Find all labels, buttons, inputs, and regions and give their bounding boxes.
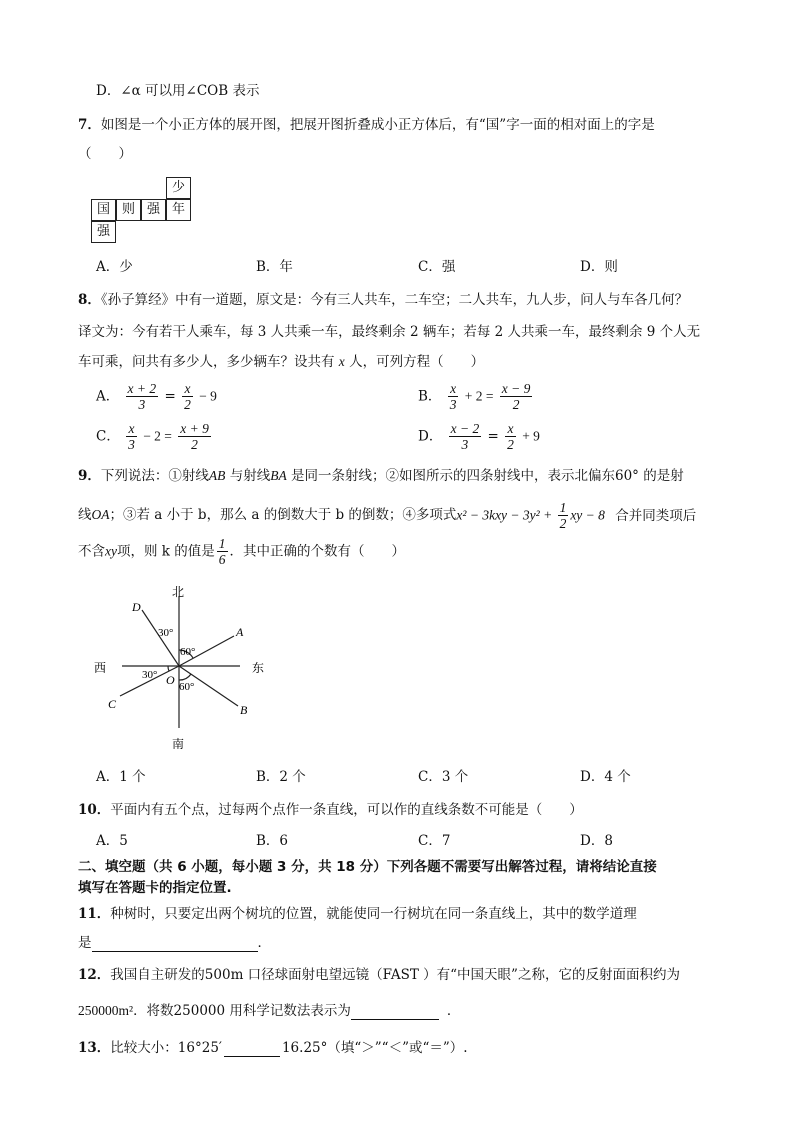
- label-d: D: [132, 600, 141, 614]
- q9-line1: [78, 467, 684, 485]
- q10-stem: [78, 801, 583, 819]
- q7-option-b[interactable]: B．年: [256, 259, 293, 275]
- q11-text-2a: 是: [78, 935, 92, 951]
- q9-ray-oa: OA: [91, 507, 110, 522]
- q8-option-d-label: D．: [418, 428, 443, 445]
- arc-30-c: [168, 666, 169, 671]
- q8-option-a-label: A．: [96, 388, 120, 405]
- q8-option-c[interactable]: [96, 421, 213, 452]
- q11-line1: [78, 905, 637, 923]
- q8-text-3b: 人，可列方程（ ）: [349, 354, 485, 370]
- q9-ray-ba: BA: [270, 468, 287, 483]
- q7-option-c[interactable]: C．强: [418, 259, 456, 275]
- q7-option-d[interactable]: D．则: [580, 259, 618, 275]
- q9-text-2c: 合并同类项后: [615, 507, 697, 524]
- q8-b-frac-1: $\frac{x}{3}$: [449, 381, 457, 412]
- label-c: C: [108, 697, 117, 711]
- q9-poly-tail: xy − 8: [570, 507, 605, 523]
- q12-answer-blank[interactable]: [351, 1003, 439, 1020]
- q8-a-frac-1: $\frac{x + 2}{3}$: [127, 381, 157, 412]
- q13-text-a: 比较大小：16°25′: [110, 1040, 222, 1056]
- q8-option-c-label: C．: [96, 428, 120, 445]
- q9-option-b[interactable]: B．2 个: [256, 769, 306, 785]
- q7-paren: （ ）: [78, 146, 132, 162]
- q11-answer-blank[interactable]: [92, 935, 258, 952]
- q8-line3: [78, 353, 484, 371]
- q9-line3: [78, 536, 405, 567]
- q13-number: 13．: [78, 1040, 111, 1056]
- q8-number: 8．: [78, 292, 101, 308]
- q8-a-eq: =: [164, 388, 176, 405]
- angle-a: 60°: [180, 646, 196, 658]
- q12-line2: [78, 1002, 460, 1020]
- q11-text-2b: ．: [257, 935, 271, 951]
- q8-c-mid: − 2 =: [143, 428, 172, 444]
- q9-k-frac: $\frac{1}{6}$: [218, 536, 226, 567]
- q12-text-2b: ．将数250000 用科学记数法表示为: [133, 1003, 351, 1019]
- q8-a-tail: − 9: [199, 388, 217, 404]
- q8-c-frac-2: $\frac{x + 9}{2}$: [180, 421, 209, 452]
- q13-text-b: 16.25°（填“＞”“＜”或“＝”）.: [281, 1040, 468, 1056]
- q8-b-frac-2: $\frac{x - 9}{2}$: [501, 381, 531, 412]
- section-2-heading-1: 二、填空题（共 6 小题，每小题 3 分，共 18 分）下列各题不需要写出解答过程，请将结论直接: [78, 859, 657, 875]
- q12-area: 250000m²: [78, 1003, 134, 1018]
- label-a: A: [236, 625, 244, 639]
- q10-text: 平面内有五个点，过每两个点作一条直线，可以作的直线条数不可能是（ ）: [110, 802, 583, 818]
- label-north: 北: [172, 585, 185, 599]
- q9-direction-figure: [80, 582, 280, 752]
- q10-option-b[interactable]: B．6: [256, 833, 289, 849]
- net-cell-4: 年: [166, 199, 191, 221]
- q9-number: 9．: [78, 468, 101, 484]
- q9-text-1a: 下列说法：①射线: [100, 468, 209, 484]
- q9-ray-ab: AB: [208, 468, 226, 483]
- q7-option-a[interactable]: A．少: [96, 259, 133, 275]
- net-cell-top: 少: [166, 177, 191, 199]
- q9-text-2b: ；③若 a 小于 b，那么 a 的倒数大于 b 的倒数；④多项式: [109, 507, 457, 523]
- q8-var-x: x: [338, 354, 345, 369]
- angle-c: 30°: [142, 669, 158, 681]
- q8-d-frac-1: $\frac{x - 2}{3}$: [450, 421, 480, 452]
- q7-number: 7．: [78, 117, 101, 133]
- q9-polynomial: x² − 3kxy − 3y² +: [456, 507, 556, 523]
- q8-d-tail: + 9: [522, 428, 540, 444]
- q8-text-1: 《孙子算经》中有一道题，原文是：今有三人共车，二车空；二人共车，九人步，问人与车各几何？: [100, 292, 689, 308]
- q12-text: 我国自主研发的500m 口径球面射电望远镜（FAST ）有“中国天眼”之称，它的反射面面积约为: [110, 967, 680, 983]
- q9-text-3b: 项，则 k 的值是: [116, 543, 215, 560]
- q9-text-1c: 是同一条射线；②如图所示的四条射线中，表示北偏东60° 的是射: [291, 468, 684, 484]
- q10-option-a[interactable]: A．5: [96, 833, 128, 849]
- q9-text-1b: 与射线: [229, 468, 271, 484]
- q11-text: 种树时，只要定出两个树坑的位置，就能使同一行树坑在同一条直线上，其中的数学道理: [110, 906, 637, 922]
- q9-option-d[interactable]: D．4 个: [580, 769, 631, 785]
- q9-line2: [78, 500, 696, 531]
- q9-term-xy: xy: [105, 543, 117, 559]
- q13-line: [78, 1039, 468, 1057]
- q7-text: 如图是一个小正方体的展开图，把展开图折叠成小正方体后，有“国”字一面的相对面上的字是: [100, 117, 655, 133]
- label-east: 东: [252, 661, 265, 675]
- q9-text-3c: ．其中正确的个数有（ ）: [229, 543, 405, 560]
- q10-option-d[interactable]: D．8: [580, 833, 613, 849]
- q8-option-b-label: B．: [418, 388, 442, 405]
- q8-a-frac-2: $\frac{x}{2}$: [184, 381, 191, 412]
- label-south: 南: [172, 737, 185, 751]
- section-2-heading-2: 填写在答题卡的指定位置.: [78, 880, 232, 896]
- q8-line1: [78, 291, 688, 309]
- net-cell-1: 国: [91, 199, 116, 221]
- q10-option-c[interactable]: C．7: [418, 833, 451, 849]
- q8-option-d[interactable]: [418, 421, 540, 452]
- q12-number: 12．: [78, 967, 111, 983]
- q12-text-2c: ．: [446, 1003, 461, 1019]
- q8-text-3a: 车可乘，问共有多少人，多少辆车？设共有: [78, 354, 335, 370]
- q8-d-eq: =: [487, 428, 499, 445]
- q10-number: 10．: [78, 802, 111, 818]
- q8-option-b[interactable]: [418, 381, 534, 412]
- label-west: 西: [94, 661, 107, 675]
- label-b: B: [240, 703, 248, 717]
- q9-text-3a: 不含: [78, 543, 105, 560]
- label-o: O: [166, 673, 175, 687]
- q9-option-c[interactable]: C．3 个: [418, 769, 469, 785]
- q6-option-d: D．∠α 可以用∠COB 表示: [96, 83, 260, 99]
- q8-c-frac-1: $\frac{x}{3}$: [128, 421, 135, 452]
- q12-line1: [78, 966, 680, 984]
- q7-stem: [78, 116, 655, 134]
- q8-b-mid: + 2 =: [464, 388, 494, 404]
- q13-answer-blank[interactable]: [224, 1040, 280, 1057]
- angle-b: 60°: [179, 681, 195, 693]
- net-cell-2: 则: [116, 199, 141, 221]
- q11-line2: [78, 934, 271, 952]
- angle-d: 30°: [158, 627, 174, 639]
- net-cell-3: 强: [141, 199, 166, 221]
- q8-d-frac-2: $\frac{x}{2}$: [507, 421, 514, 452]
- q9-text-2a: 线: [78, 507, 92, 523]
- q9-poly-frac: $\frac{1}{2}$: [559, 500, 567, 531]
- q11-number: 11．: [78, 906, 111, 922]
- q9-option-a[interactable]: A．1 个: [96, 769, 146, 785]
- q8-line2: 译文为：今有若干人乘车，每 3 人共乘一车，最终剩余 2 辆车；若每 2 人共乘一车，最终剩余 9 个人无: [78, 324, 701, 340]
- q8-option-a[interactable]: [96, 381, 217, 412]
- arc-60-b: [179, 674, 191, 680]
- net-cell-bottom: 强: [91, 221, 116, 243]
